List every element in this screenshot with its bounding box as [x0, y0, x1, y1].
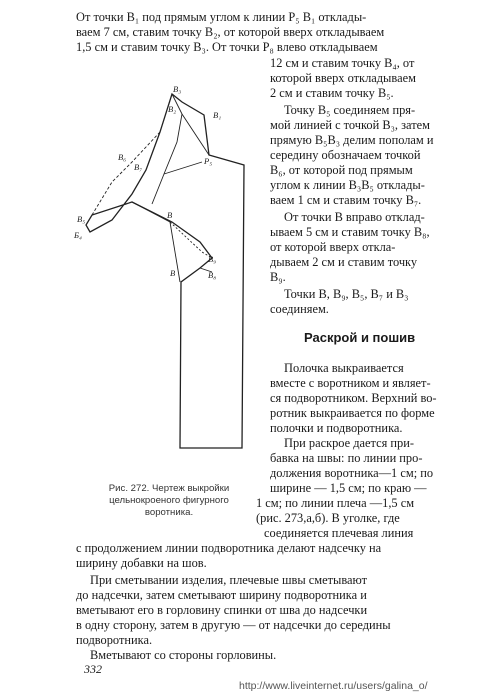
text-line: соединяем.: [270, 302, 329, 316]
construction-line: [170, 222, 212, 258]
caption-line: Рис. 272. Чертеж выкройки: [108, 483, 230, 494]
text-line: От точки B₁ под прямым углом к линии P₅ B₁ отклады-: [76, 10, 367, 24]
text-line: мой линией с точкой B₃, затем: [270, 118, 430, 132]
section-heading: Раскрой и пошив: [304, 330, 416, 345]
construction-line: [164, 162, 202, 174]
text-line: с продолжением линии подворотника делают надсечку на: [76, 541, 382, 555]
text-line: подворотника.: [76, 633, 153, 647]
point-label: B₂: [168, 104, 177, 114]
text-line: Точку B₅ соединяем пря-: [284, 103, 416, 117]
point-label: B₉: [208, 254, 217, 264]
point-label: P₅: [204, 156, 213, 166]
text-line: Точки B, B₉, B₅, B₇ и B₃: [284, 287, 409, 301]
text-line: от которой вверх откла-: [270, 240, 396, 254]
text-line: ваем 1 см и ставим точку B₇.: [270, 193, 422, 207]
text-line: ширине — 1,5 см; по краю —: [270, 481, 427, 495]
text-line: 12 см и ставим точку B₄, от: [270, 56, 415, 70]
text-line: ротник выкраивается по форме: [270, 406, 435, 420]
construction-line: [172, 94, 209, 155]
text-line: дываем 2 см и ставим точку: [270, 255, 418, 269]
text-line: углом к линии B₃B₅ отклады-: [270, 178, 425, 192]
point-label: B: [167, 210, 173, 220]
point-label: B₆: [118, 152, 127, 162]
text-line: При раскрое дается при-: [284, 436, 414, 450]
point-label: B₅: [77, 214, 86, 224]
text-line: которой вверх откладываем: [270, 71, 416, 85]
text-line: B₆, от которой под прямым: [270, 163, 413, 177]
point-label: B₁: [213, 110, 222, 120]
construction-line: [152, 114, 182, 204]
text-line: ваем 7 см, ставим точку B₂, от которой вверх откладываем: [76, 25, 385, 39]
pattern-outline: [86, 94, 244, 448]
text-line: Вметывают со стороны горловины.: [90, 648, 277, 662]
text-line: ываем 5 см и ставим точку B₈,: [270, 225, 430, 239]
figure-caption: [74, 483, 264, 519]
caption-line: воротника.: [144, 507, 194, 518]
text-line: соединяется плечевая линия: [264, 526, 414, 540]
text-line: до надсечки, затем сметывают ширину подворотника и: [76, 588, 367, 602]
text-line: 1,5 см и ставим точку B₃. От точки P₈ влево откладываем: [76, 40, 378, 54]
text-line: (рис. 273,а,б). В уголке, где: [256, 511, 400, 525]
text-line: Полочка выкраивается: [284, 361, 404, 375]
text-line: прямую B₅B₃ делим пополам и: [270, 133, 434, 147]
collar-pattern-figure: [72, 82, 267, 468]
point-label: B₈: [208, 270, 217, 280]
point-label: B: [170, 268, 176, 278]
text-line: От точки B вправо отклад-: [284, 210, 425, 224]
text-line: B₉.: [270, 270, 286, 284]
text-line: ся подворотником. Верхний во-: [270, 391, 437, 405]
point-label: B₃: [173, 84, 182, 94]
text-line: 2 см и ставим точку B₅.: [270, 86, 394, 100]
text-line: середину обозначаем точкой: [270, 148, 421, 162]
construction-line: [132, 202, 173, 222]
text-line: При сметывании изделия, плечевые швы сметывают: [90, 573, 368, 587]
text-line: должения воротника—1 см; по: [270, 466, 434, 480]
text-line: вместе с воротником и являет-: [270, 376, 431, 390]
text-line: в одну сторону, затем в другую — от надсечки до середины: [76, 618, 391, 632]
text-line: бавка на швы: по линии про-: [270, 451, 423, 465]
footer-url: http://www.liveinternet.ru/users/galina_o/: [239, 680, 428, 692]
text-line: ширину добавки на шов.: [76, 556, 207, 570]
text-line: вметывают его в горловину спинки от шва до надсечки: [76, 603, 368, 617]
point-label: B₇: [134, 162, 143, 172]
text-line: 1 см; по линии плеча —1,5 см: [256, 496, 415, 510]
text-line: полочки и подворотника.: [270, 421, 403, 435]
page-number: 332: [84, 662, 102, 676]
point-label: Б₄: [74, 230, 82, 240]
caption-line: цельнокроеного фигурного: [109, 495, 229, 506]
